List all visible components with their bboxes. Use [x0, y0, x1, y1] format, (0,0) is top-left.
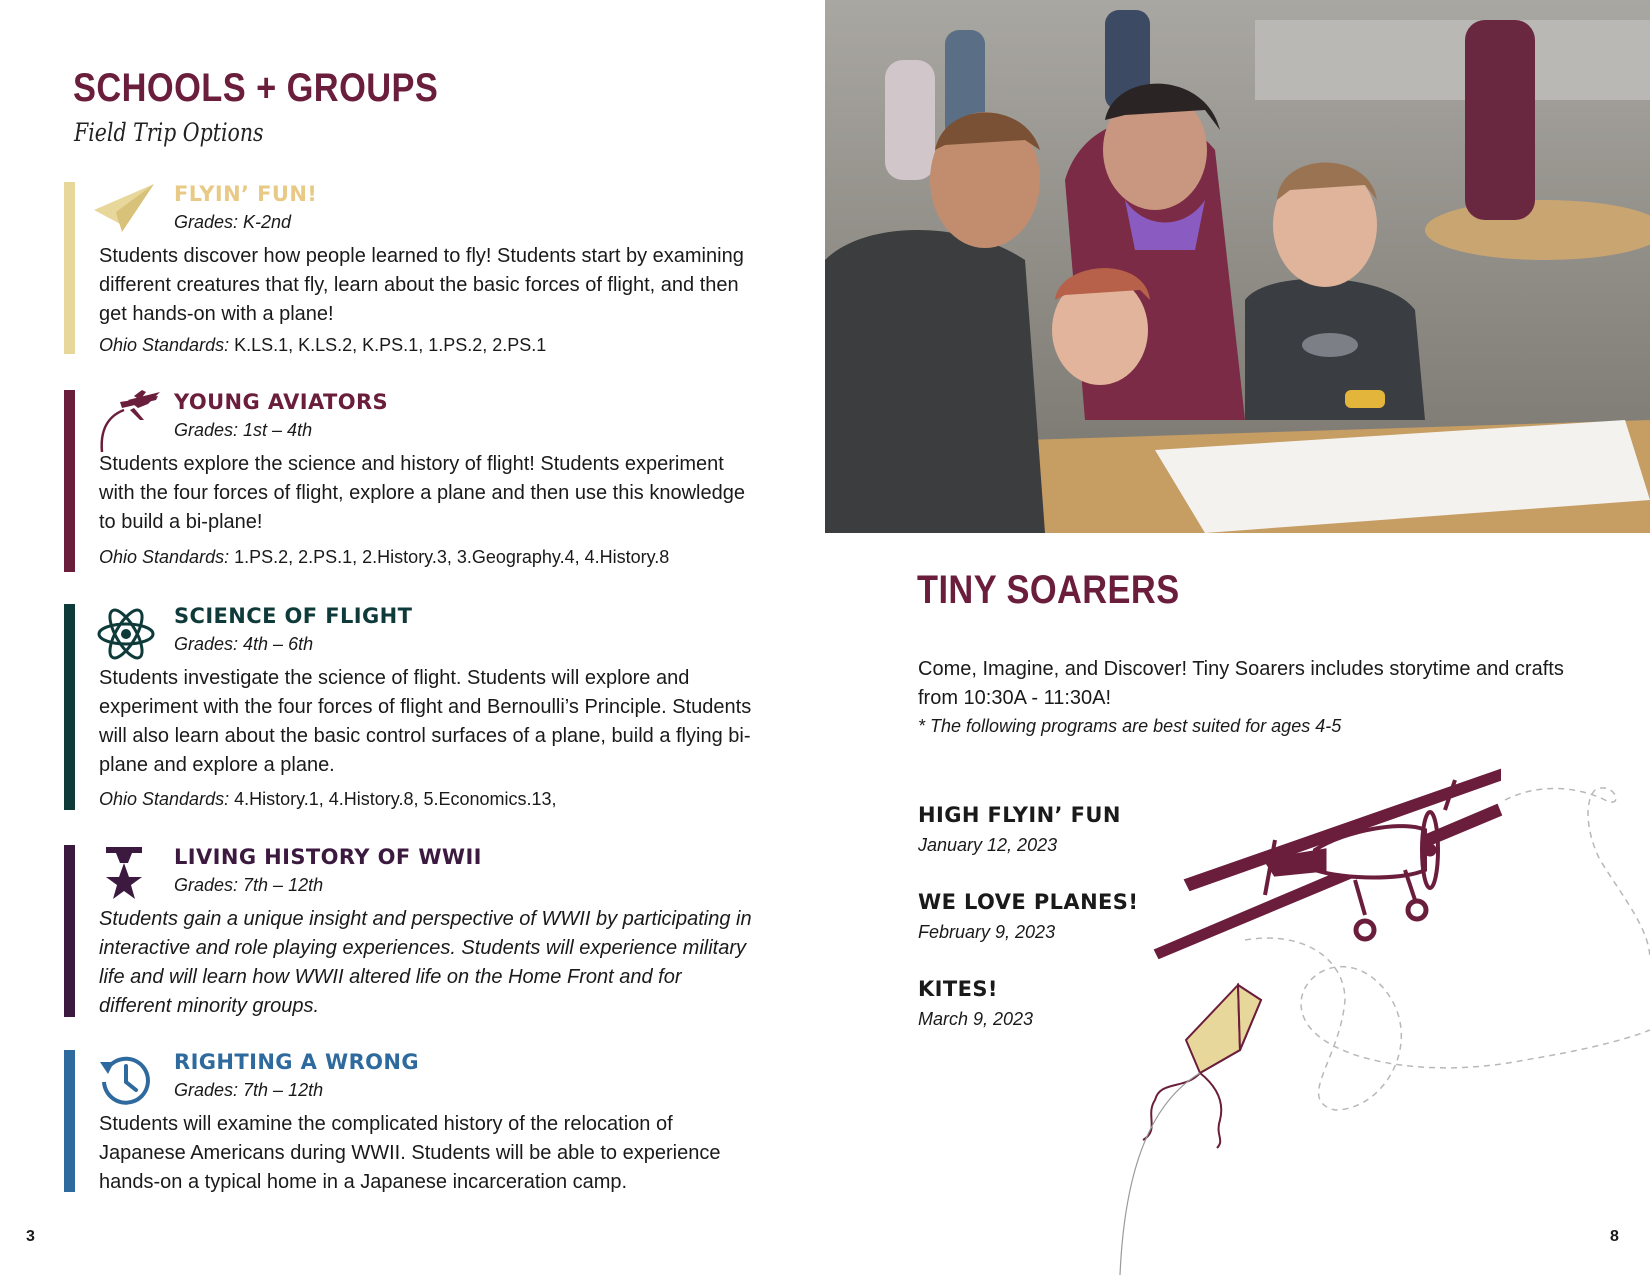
event-name: WE LOVE PLANES!	[918, 890, 1139, 914]
medal-star-icon	[104, 847, 168, 911]
program-color-bar	[64, 604, 75, 810]
program-color-bar	[64, 845, 75, 1017]
page-title: SCHOOLS + GROUPS	[73, 66, 439, 110]
standards-list: 1.PS.2, 2.PS.1, 2.History.3, 3.Geography.4, 4.History.8	[234, 547, 670, 567]
program-righting-a-wrong	[64, 1050, 764, 1192]
program-title: RIGHTING A WRONG	[174, 1050, 420, 1074]
program-grades: Grades: 4th – 6th	[174, 634, 314, 654]
children-crafting-photo	[825, 0, 1650, 533]
program-description: Students investigate the science of flight. Students will explore and experiment with the four forces of flight and Bernoulli’s Principle. Students will also learn about the basic control surfaces of a plane, build a flying bi-plane and explore a plane.	[99, 667, 752, 776]
standards-label: Ohio Standards:	[99, 335, 230, 355]
program-color-bar	[64, 390, 75, 572]
tiny-soarers-description: Come, Imagine, and Discover! Tiny Soarers includes storytime and crafts from 10:30A - 11:30A!	[918, 658, 1564, 709]
program-grades: Grades: K-2nd	[174, 212, 292, 232]
program-color-bar	[64, 182, 75, 354]
tiny-soarers-title: TINY SOARERS	[917, 568, 1180, 612]
page-number: 3	[26, 1228, 35, 1245]
event-date: February 9, 2023	[918, 922, 1056, 942]
program-color-bar	[64, 1050, 75, 1192]
paper-plane-icon	[92, 182, 156, 246]
program-description: Students discover how people learned to fly! Students start by examining different creatures that fly, learn about the basic forces of flight, and then get hands-on with a plane!	[99, 245, 744, 325]
program-grades: Grades: 7th – 12th	[174, 875, 324, 895]
program-description: Students explore the science and history of flight! Students experiment with the four forces of flight, explore a plane and then use this knowledge to build a bi-plane!	[99, 453, 745, 533]
program-title: FLYIN’ FUN!	[174, 182, 318, 206]
standards-label: Ohio Standards:	[99, 789, 230, 809]
atom-icon	[96, 606, 160, 670]
program-description: Students gain a unique insight and perspective of WWII by participating in interactive and role playing experiences. Students will experience military life and will learn how WWII altered life on the Home Front and for different minority groups.	[99, 908, 752, 1017]
standards-list: 4.History.1, 4.History.8, 5.Economics.13,	[234, 789, 557, 809]
age-note: * The following programs are best suited for ages 4-5	[918, 716, 1342, 736]
event-date: March 9, 2023	[918, 1009, 1034, 1029]
event-date: January 12, 2023	[918, 835, 1058, 855]
page-subtitle: Field Trip Options	[74, 118, 264, 147]
event-high-flyin-fun	[918, 803, 1121, 856]
page-number: 8	[1610, 1228, 1619, 1245]
event-kites	[918, 977, 1033, 1030]
program-title: YOUNG AVIATORS	[174, 390, 389, 414]
program-science-of-flight	[64, 604, 764, 810]
standards-list: K.LS.1, K.LS.2, K.PS.1, 1.PS.2, 2.PS.1	[234, 335, 547, 355]
program-young-aviators	[64, 390, 764, 572]
right-page	[825, 0, 1650, 1275]
event-we-love-planes	[918, 890, 1138, 943]
airplane-icon	[98, 390, 162, 454]
event-name: HIGH FLYIN’ FUN	[918, 803, 1121, 827]
program-standards	[99, 547, 669, 568]
program-title: LIVING HISTORY OF WWII	[174, 845, 482, 869]
program-living-history-wwii	[64, 845, 764, 1017]
program-grades: Grades: 1st – 4th	[174, 420, 313, 440]
program-title: SCIENCE OF FLIGHT	[174, 604, 413, 628]
program-flyin-fun	[64, 182, 764, 354]
history-clock-icon	[98, 1052, 162, 1116]
program-description: Students will examine the complicated history of the relocation of Japanese Americans during WWII. Students will be able to experience hands-on a typical home in a Japanese incarceration camp.	[99, 1113, 721, 1193]
program-standards	[99, 789, 557, 810]
event-name: KITES!	[918, 977, 998, 1001]
program-grades: Grades: 7th – 12th	[174, 1080, 324, 1100]
program-standards	[99, 335, 546, 356]
standards-label: Ohio Standards:	[99, 547, 230, 567]
